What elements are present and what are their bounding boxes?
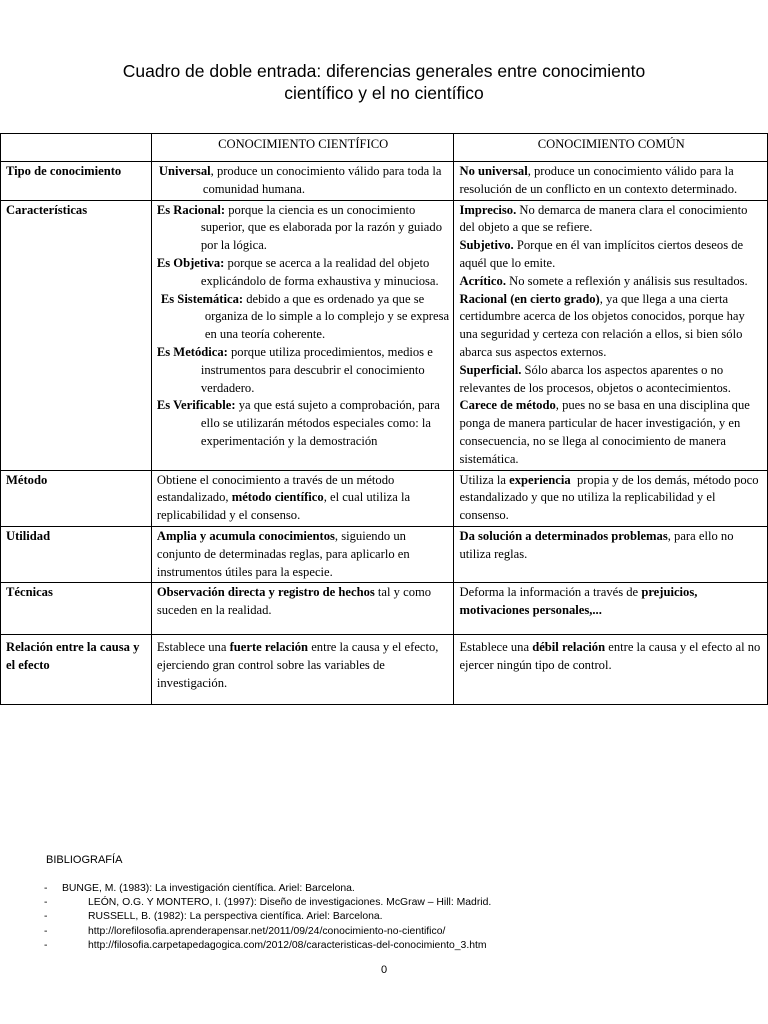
cell-relacion-comun	[454, 634, 768, 704]
cell-text: Obtiene el conocimiento a través de un método estandalizado,	[156, 472, 395, 505]
bibliography-link[interactable]: http://lorefilosofia.aprenderapensar.net/2011/09/24/conocimiento-no-cientifico/	[88, 925, 446, 937]
item-text: porque la ciencia es un conocimiento superior, que es elaborada por la razón y guiado por la lógica.	[200, 202, 442, 253]
cell-strong: fuerte relación	[229, 639, 309, 654]
page-number: 0	[380, 964, 388, 976]
table-header-row	[1, 134, 768, 162]
cell-metodo-comun	[454, 470, 768, 526]
item-text: Porque en él van implícitos ciertos deseos de aquél que lo emite.	[459, 238, 744, 270]
cell-text: Deforma la información a través de	[459, 585, 642, 600]
list-item	[46, 925, 766, 939]
item-text: No somete a reflexión y análisis sus resultados.	[505, 273, 748, 288]
bullet: -	[44, 897, 48, 909]
list-item	[157, 397, 450, 450]
bibliography-entry: RUSSELL, B. (1982): La perspectiva científica. Ariel: Barcelona.	[88, 911, 383, 923]
bullet: -	[44, 911, 48, 923]
cell-text: , el cual utiliza la replicabilidad y el consenso.	[156, 490, 411, 523]
item-strong: Subjetivo.	[459, 238, 514, 253]
cell-text: entre la causa y el efecto, ejerciendo gran control sobre las variables de investigación.	[156, 639, 439, 690]
header-comun: CONOCIMIENTO COMÚN	[454, 134, 768, 162]
cell-strong: Da solución a determinados problemas	[459, 528, 668, 543]
title-line-2: científico y el no científico	[284, 83, 484, 103]
row-label-tecnicas: Técnicas	[1, 583, 152, 635]
bibliography-heading: BIBLIOGRAFÍA	[46, 854, 123, 866]
list-item	[157, 202, 450, 255]
cell-strong: Amplia y acumula conocimientos	[156, 528, 335, 543]
table-row	[1, 200, 768, 470]
list-item	[157, 291, 450, 344]
cell-text: , para ello no utiliza reglas.	[459, 528, 734, 561]
cell-text: , produce un conocimiento válido para toda la comunidad humana.	[202, 164, 442, 196]
cell-utilidad-cientifico	[151, 526, 454, 582]
item-strong: Impreciso.	[459, 202, 517, 217]
item-strong: Es Verificable:	[156, 398, 236, 413]
row-label-utilidad: Utilidad	[1, 526, 152, 582]
item-strong: Racional (en cierto grado)	[459, 291, 600, 306]
cell-text: , produce un conocimiento válido para la resolución de un conflicto en un contexto determinado.	[459, 164, 738, 196]
bullet: -	[44, 939, 48, 951]
cell-caracteristicas-cientifico	[151, 200, 454, 470]
list-item	[46, 910, 766, 924]
cell-metodo-cientifico	[151, 470, 454, 526]
list-item	[46, 939, 766, 953]
page-title	[0, 60, 768, 104]
bibliography-link[interactable]: http://filosofia.carpetapedagogica.com/2012/08/caracteristicas-del-conocimiento_3.htm	[88, 939, 487, 951]
cell-relacion-cientifico	[151, 634, 454, 704]
cell-utilidad-comun	[454, 526, 768, 582]
item-strong: Es Racional:	[156, 202, 226, 217]
item-strong: Carece de método	[459, 398, 556, 413]
list-item	[157, 255, 450, 291]
item-strong: Es Objetiva:	[156, 255, 225, 270]
cell-tecnicas-comun	[454, 583, 768, 635]
header-empty	[1, 134, 152, 162]
list-item	[157, 344, 450, 397]
list-item	[459, 237, 763, 273]
cell-tipo-comun	[454, 162, 768, 201]
bibliography-entry: BUNGE, M. (1983): La investigación científica. Ariel: Barcelona.	[62, 883, 355, 894]
bibliography-list	[46, 882, 766, 953]
cell-strong: método científico	[231, 490, 324, 505]
row-label-relacion: Relación entre la causa y el efecto	[1, 634, 152, 704]
list-item	[46, 896, 766, 910]
cell-text: Establece una	[156, 639, 230, 654]
item-text: , ya que llega a una cierta certidumbre acerca de los objetos conocidos, porque hay una seguridad y certeza con relación a ellos, si bien sólo abarca sus aspectos externos.	[459, 291, 745, 359]
item-text: porque utiliza procedimientos, medios e instrumentos para descubrir el conocimiento verdadero.	[200, 344, 433, 395]
cell-text: Establece una	[459, 639, 533, 654]
item-text: Sólo abarca los aspectos aparentes o no relevantes de los procesos, objetos o acontecimientos.	[459, 362, 731, 395]
cell-strong: débil relación	[532, 639, 606, 654]
cell-text: entre la causa y el efecto al no ejercer ningún tipo de control.	[459, 639, 761, 672]
item-text: ya que está sujeto a comprobación, para ello se utilizarán métodos especiales como: la experimentación y la demostración	[200, 398, 440, 448]
bibliography-entry: LEÓN, O.G. Y MONTERO, I. (1997): Diseño de investigaciones. McGraw – Hill: Madrid.	[88, 897, 492, 909]
cell-strong: Universal	[158, 164, 211, 178]
bullet: -	[44, 883, 48, 894]
cell-strong: prejuicios, motivaciones personales,...	[459, 585, 698, 618]
table-row	[1, 162, 768, 201]
cell-tecnicas-cientifico	[151, 583, 454, 635]
header-cientifico: CONOCIMIENTO CIENTÍFICO	[151, 134, 454, 162]
item-text: , pues no se basa en una disciplina que ponga de manera particular de hacer investigación, y en consecuencia, no se llega al conocimiento de manera sistemática.	[459, 398, 750, 466]
list-item	[46, 882, 766, 896]
cell-strong: Observación directa y registro de hechos	[156, 585, 375, 600]
list-item	[459, 202, 763, 238]
list-item	[459, 273, 763, 291]
item-text: debido a que es ordenado ya que se organiza de lo simple a lo complejo y se expresa en una teoría coherente.	[204, 291, 450, 342]
cell-strong: experiencia	[509, 472, 571, 487]
cell-caracteristicas-comun	[454, 200, 768, 470]
list-item	[459, 291, 763, 362]
table-row	[1, 634, 768, 704]
item-text: porque se acerca a la realidad del objeto explicándolo de forma exhaustiva y minuciosa.	[200, 255, 439, 288]
row-label-caracteristicas: Características	[1, 200, 152, 470]
row-label-metodo: Método	[1, 470, 152, 526]
table-row	[1, 470, 768, 526]
table-row	[1, 526, 768, 582]
cell-strong: No universal	[459, 164, 528, 178]
table-row	[1, 583, 768, 635]
cell-tipo-cientifico	[151, 162, 454, 201]
list-item	[459, 397, 763, 468]
comparison-table	[0, 133, 768, 705]
cell-text: tal y como suceden en la realidad.	[156, 585, 432, 618]
item-strong: Acrítico.	[459, 273, 506, 288]
item-strong: Es Metódica:	[156, 344, 228, 359]
item-strong: Es Sistemática:	[160, 291, 244, 306]
item-strong: Superficial.	[459, 362, 522, 377]
title-line-1: Cuadro de doble entrada: diferencias generales entre conocimiento	[122, 61, 646, 81]
cell-text: Utiliza la	[459, 472, 510, 487]
list-item	[459, 362, 763, 398]
cell-text: propia y de los demás, método poco estandalizado y que no utiliza la replicabilidad y el consenso.	[459, 472, 762, 523]
cell-text: , siguiendo un conjunto de determinadas reglas, para aplicarlo en instrumentos útiles para la especie.	[156, 528, 410, 579]
bullet: -	[44, 925, 48, 937]
row-label-tipo: Tipo de conocimiento	[1, 162, 152, 201]
item-text: No demarca de manera clara el conocimiento del objeto a que se refiere.	[459, 202, 748, 235]
